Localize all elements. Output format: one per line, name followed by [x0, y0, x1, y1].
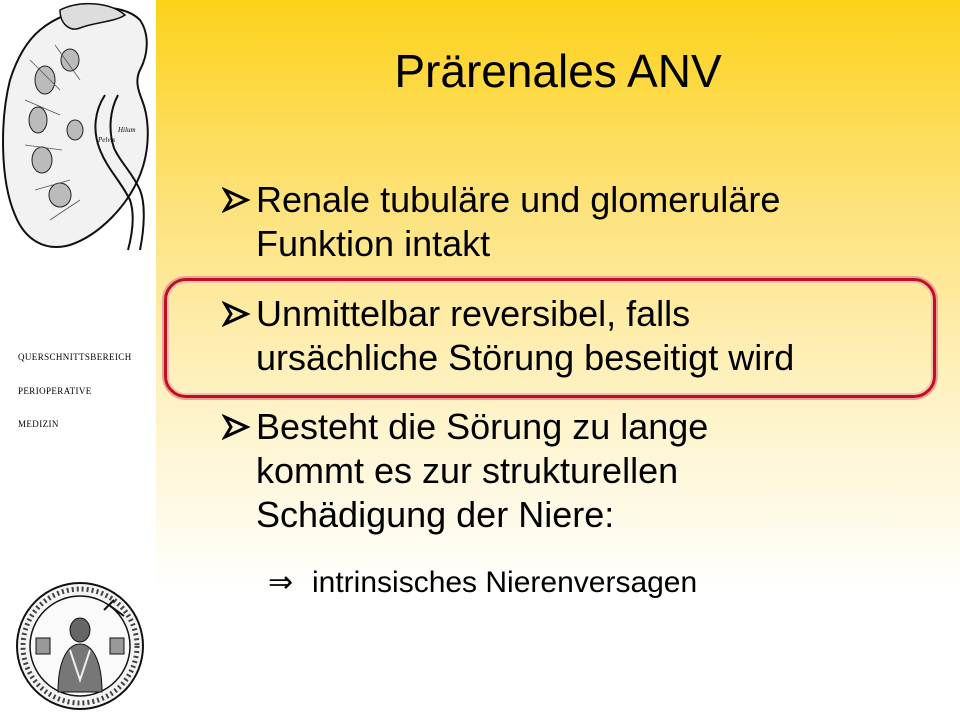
slide-title: Prärenales ANV — [394, 45, 722, 97]
kidney-label-hilum: Hilum — [118, 126, 136, 134]
bullet-line: Funktion intakt — [256, 223, 491, 264]
department-line-2: PERIOPERATIVE — [18, 386, 92, 396]
bullet-line: Besteht die Sörung zu lange — [256, 406, 709, 447]
kidney-illustration-icon — [0, 0, 156, 255]
bullet-line: Renale tubuläre und glomeruläre — [256, 179, 781, 220]
department-line-3: MEDIZIN — [18, 419, 59, 429]
bullet-line: ursächliche Störung beseitigt wird — [256, 337, 795, 378]
bullet-line: Schädigung der Niere: — [256, 494, 615, 535]
bullet-item — [222, 405, 922, 537]
bullet-item — [222, 178, 922, 266]
bullet-line: Unmittelbar reversibel, falls — [256, 293, 691, 334]
bullet-line: kommt es zur strukturellen — [256, 450, 679, 491]
left-sidebar — [0, 0, 156, 720]
kidney-label-pelvis: Pelvis — [98, 136, 116, 144]
bullet-item-highlighted — [222, 292, 922, 380]
arrow-bullet-icon — [222, 407, 252, 447]
university-seal-icon — [14, 580, 146, 712]
sub-point-text: intrinsisches Nierenversagen — [312, 566, 698, 599]
implies-arrow-icon: ⇒ — [268, 566, 294, 599]
sub-point — [268, 563, 697, 603]
arrow-bullet-icon — [222, 294, 252, 334]
arrow-bullet-icon — [222, 180, 252, 220]
department-line-1: QUERSCHNITTSBEREICH — [18, 352, 132, 362]
